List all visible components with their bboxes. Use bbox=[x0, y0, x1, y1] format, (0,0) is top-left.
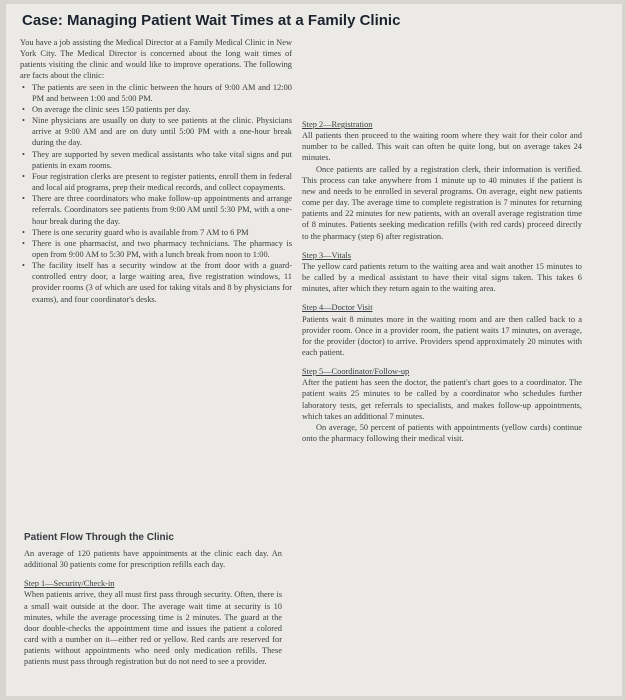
fact-item: • The patients are seen in the clinic between the hours of 9:00 AM and 12:00 PM and between 1:00 and 5:00 PM. bbox=[32, 82, 292, 104]
textbook-page bbox=[6, 4, 622, 696]
patient-flow-section bbox=[24, 548, 282, 668]
left-column bbox=[20, 37, 292, 305]
step5-text-1: After the patient has seen the doctor, the patient's chart goes to a coordinator. The patient waits 25 minutes to be called by a coordinator who schedules further laboratory tests, get referrals to specialists, and makes follow-up appointments, which takes an additional 7 minutes. bbox=[302, 378, 582, 421]
spacer bbox=[302, 358, 582, 366]
step4-text: Patients wait 8 minutes more in the waiting room and are then called back to a provider room. Once in a provider room, the patient waits 17 minutes, on average, for the provider (doctor) to arrive. Providers spend approximately 20 minutes with each patient. bbox=[302, 314, 582, 357]
right-column bbox=[302, 37, 582, 444]
fact-item: • There is one pharmacist, and two pharmacy technicians. The pharmacy is open from 9:00 AM to 5:30 PM, with a lunch break from noon to 1:00. bbox=[32, 238, 292, 260]
facts-list bbox=[20, 82, 292, 305]
step1-text: When patients arrive, they all must first pass through security. Often, there is a small wait outside at the door. The average wait time at security is 10 minutes, while the average processing time is 2 minutes. The guard at the door double-checks the appointment time and issues the patient a colored card with a number on it—either red or yellow. Red cards are reserved for patients without appointments who need only medication refills. These patients must pass through registration but do not need to see a provider. bbox=[24, 590, 282, 667]
spacer bbox=[302, 294, 582, 302]
step4-heading: Step 4—Doctor Visit bbox=[302, 303, 373, 313]
fact-item: • The facility itself has a security window at the front door with a guard-controlled entry door, a large waiting area, five registration windows, 11 provider rooms (3 of which are used for taking vitals and 8 by physicians for exams), and four coordinator's desks. bbox=[32, 260, 292, 305]
step3-heading: Step 3—Vitals bbox=[302, 250, 352, 260]
fact-item: • There is one security guard who is available from 7 AM to 6 PM bbox=[32, 227, 292, 238]
fact-item: • Four registration clerks are present to register patients, enroll them in federal and local aid programs, prep their medical records, and collect copayments. bbox=[32, 171, 292, 193]
step3-text: The yellow card patients return to the waiting area and wait another 15 minutes to be called by a medical assistant to have their vital signs taken. This takes 6 minutes, after which they return again to the waiting area. bbox=[302, 261, 582, 294]
fact-item: • On average the clinic sees 150 patients per day. bbox=[32, 104, 292, 115]
fact-item: • They are supported by seven medical assistants who take vital signs and put patients in exam rooms. bbox=[32, 149, 292, 171]
intro-paragraph: You have a job assisting the Medical Director at a Family Medical Clinic in New York City. The Medical Director is concerned about the long wait times of patients visiting the clinic and would like to improve operations. The following are facts about the clinic: bbox=[20, 38, 292, 81]
flow-intro: An average of 120 patients have appointments at the clinic each day. An additional 30 patients come for prescription refills each day. bbox=[24, 549, 282, 570]
step2-text-1: All patients then proceed to the waiting room where they wait for their color and number to be called. This wait can often be quite long, but on average takes 24 minutes. bbox=[302, 131, 582, 163]
step2-text-2: Once patients are called by a registration clerk, their information is verified. This process can take anywhere from 1 minute up to 40 minutes if the patient is new and needs to be enrolled in several programs. On average, eight new patients come per day. The average time to complete registration is 7 minutes for returning patients and 22 minutes for new patients, with an overall average registration time of 8 minutes. Patients seeking medication refills (with red cards) proceed directly to the pharmacy (step 6) after registration. bbox=[302, 164, 582, 241]
fact-item: • There are three coordinators who make follow-up appointments and arrange referrals. Coordinators see patients from 9:00 AM until 5:30 PM, with a one-hour break during the day. bbox=[32, 193, 292, 226]
step5-heading: Step 5—Coordinator/Follow-up bbox=[302, 367, 410, 377]
spacer bbox=[302, 37, 582, 119]
step5-text-2: On average, 50 percent of patients with appointments (yellow cards) continue onto the pharmacy following their medical visit. bbox=[302, 422, 582, 444]
case-title: Case: Managing Patient Wait Times at a Family Clinic bbox=[22, 12, 401, 29]
step1-heading: Step 1—Security/Check-in bbox=[24, 579, 115, 589]
fact-item: • Nine physicians are usually on duty to see patients at the clinic. Physicians arrive at 9:00 AM and are on duty until 5:00 PM with a one-hour break during the day. bbox=[32, 115, 292, 148]
spacer bbox=[302, 242, 582, 250]
spacer bbox=[24, 570, 282, 578]
patient-flow-heading: Patient Flow Through the Clinic bbox=[24, 532, 174, 543]
step2-heading: Step 2—Registration bbox=[302, 120, 373, 129]
